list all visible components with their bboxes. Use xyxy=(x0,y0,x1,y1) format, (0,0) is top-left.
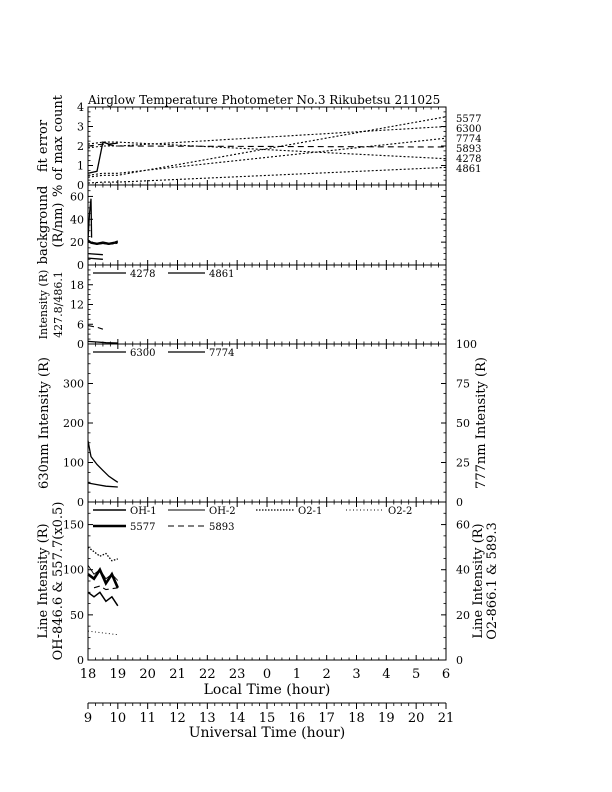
red_intensity-legend-label: 7774 xyxy=(209,348,235,359)
line_intensity-legend-label: 5893 xyxy=(209,522,235,533)
blue_intensity-ytick-label: 6 xyxy=(77,318,84,332)
universal-time-tick: 21 xyxy=(437,711,455,726)
blue_intensity-legend-label: 4861 xyxy=(209,269,235,280)
local-time-tick: 0 xyxy=(262,667,272,682)
universal-time-tick: 14 xyxy=(228,711,246,726)
red_intensity-series-7774 xyxy=(88,483,118,487)
universal-time-tick: 13 xyxy=(199,711,216,726)
red_intensity-series-6300 xyxy=(88,441,118,483)
red_intensity-ytick-label: 200 xyxy=(63,417,84,430)
fit_error-right-label: 7774 xyxy=(456,134,482,145)
line_intensity-legend-label: OH-1 xyxy=(130,506,157,517)
universal-time-tick: 16 xyxy=(288,711,306,726)
background-ylabel: (R/nm) xyxy=(51,202,66,248)
line_intensity-ytick-label: 100 xyxy=(63,563,84,577)
red_intensity-y2tick-label: 0 xyxy=(456,496,463,509)
local-time-tick: 19 xyxy=(109,667,127,682)
line_intensity-legend-label: O2-1 xyxy=(298,506,323,517)
background-ytick-label: 40 xyxy=(70,213,84,227)
red_intensity-frame xyxy=(88,344,446,502)
local-time-label: Local Time (hour) xyxy=(203,682,331,698)
universal-time-tick: 15 xyxy=(258,711,276,726)
line_intensity-ylabel: Line Intensity (R) xyxy=(36,523,51,639)
blue_intensity-series-4861 xyxy=(88,326,103,330)
blue_intensity-ytick-label: 18 xyxy=(70,278,84,292)
fit_error-ytick-label: 1 xyxy=(77,159,84,173)
background-series-bg-spike xyxy=(88,199,92,240)
line_intensity-legend-label: O2-2 xyxy=(388,506,413,517)
universal-time-tick: 10 xyxy=(109,711,127,726)
universal-time-tick: 18 xyxy=(348,711,365,726)
background-ytick-label: 20 xyxy=(70,236,84,250)
fit_error-ylabel: % of max count xyxy=(51,95,66,197)
universal-time-tick: 19 xyxy=(378,711,395,726)
line_intensity-legend-label: OH-2 xyxy=(209,506,236,517)
line_intensity-series-O2-2 xyxy=(88,631,118,635)
line_intensity-series-5893 xyxy=(94,586,118,590)
line_intensity-y2tick-label: 40 xyxy=(456,563,470,577)
fit_error-right-label: 5577 xyxy=(456,114,482,125)
red_intensity-y2tick-label: 25 xyxy=(456,456,470,470)
line_intensity-series-OH-1 xyxy=(88,592,118,606)
fit_error-right-label: 4278 xyxy=(456,154,482,165)
universal-time-tick: 9 xyxy=(83,711,93,726)
line_intensity-y2tick-label: 60 xyxy=(456,518,470,532)
fit_error-ylabel: fit error xyxy=(36,119,51,173)
line_intensity-legend-label: 5577 xyxy=(130,522,156,533)
local-time-tick: 2 xyxy=(322,667,331,682)
line_intensity-ylabel: OH-846.6 & 557.7(x0.5) xyxy=(51,501,66,661)
local-time-tick: 4 xyxy=(382,667,391,682)
line_intensity-ytick-label: 0 xyxy=(77,654,84,667)
fit_error-right-label: 5893 xyxy=(456,144,482,155)
blue_intensity-legend-label: 4278 xyxy=(130,269,156,280)
fit_error-ytick-label: 0 xyxy=(77,179,84,192)
red_intensity-ytick-label: 300 xyxy=(63,377,84,391)
chart-title: Airglow Temperature Photometer No.3 Rikubetsu 211025 xyxy=(88,93,441,107)
universal-time-tick: 11 xyxy=(139,711,156,726)
local-time-tick: 20 xyxy=(139,667,156,682)
red_intensity-y2tick-label: 50 xyxy=(456,417,470,430)
red_intensity-y2tick-label: 75 xyxy=(456,377,470,391)
blue_intensity-ylabel: 427.8/486.1 xyxy=(52,271,65,338)
fit_error-ytick-label: 3 xyxy=(77,120,84,134)
local-time-tick: 6 xyxy=(441,667,451,682)
background-frame xyxy=(88,185,446,265)
line_intensity-y2tick-label: 20 xyxy=(456,608,470,622)
fit_error-ytick-label: 4 xyxy=(77,101,84,114)
universal-time-tick: 20 xyxy=(407,711,425,726)
universal-time-tick: 12 xyxy=(169,711,186,726)
background-ylabel: background xyxy=(36,185,51,265)
local-time-tick: 1 xyxy=(292,667,301,682)
red_intensity-legend-label: 6300 xyxy=(130,348,156,359)
background-ytick-label: 0 xyxy=(77,259,84,272)
line_intensity-y2tick-label: 0 xyxy=(456,654,463,667)
red_intensity-ylabel: 630nm Intensity (R) xyxy=(37,357,52,489)
local-time-tick: 18 xyxy=(79,667,97,682)
red_intensity-ytick-label: 100 xyxy=(63,456,84,470)
local-time-tick: 21 xyxy=(169,667,186,682)
universal-time-tick: 17 xyxy=(318,711,335,726)
local-time-tick: 5 xyxy=(412,667,421,682)
blue_intensity-ytick-label: 0 xyxy=(77,338,84,351)
red_intensity-ytick-label: 0 xyxy=(77,496,84,509)
line_intensity-series-O2-1 xyxy=(88,547,118,561)
background-ytick-label: 60 xyxy=(70,190,84,204)
line_intensity-y2label: Line Intensity (R) xyxy=(471,523,486,639)
local-time-tick: 23 xyxy=(228,667,246,682)
red_intensity-y2tick-label: 100 xyxy=(456,338,477,351)
blue_intensity-ylabel: Intensity (R) xyxy=(37,269,50,340)
line_intensity-y2label: O2-866.1 & 589.3 xyxy=(485,522,500,640)
universal-time-label: Universal Time (hour) xyxy=(188,725,346,741)
red_intensity-y2label: 777nm Intensity (R) xyxy=(474,357,489,489)
line_intensity-ytick-label: 150 xyxy=(63,518,84,532)
local-time-tick: 22 xyxy=(199,667,216,682)
fit_error-ytick-label: 2 xyxy=(77,140,84,153)
fit_error-series-6300 xyxy=(88,127,446,148)
fit_error-right-label: 6300 xyxy=(456,124,482,135)
fit_error-right-label: 4861 xyxy=(456,164,482,175)
local-time-tick: 3 xyxy=(352,667,361,682)
line_intensity-ytick-label: 50 xyxy=(70,608,84,622)
blue_intensity-ytick-label: 12 xyxy=(70,298,84,312)
background-series-bg-low-1 xyxy=(88,254,103,255)
